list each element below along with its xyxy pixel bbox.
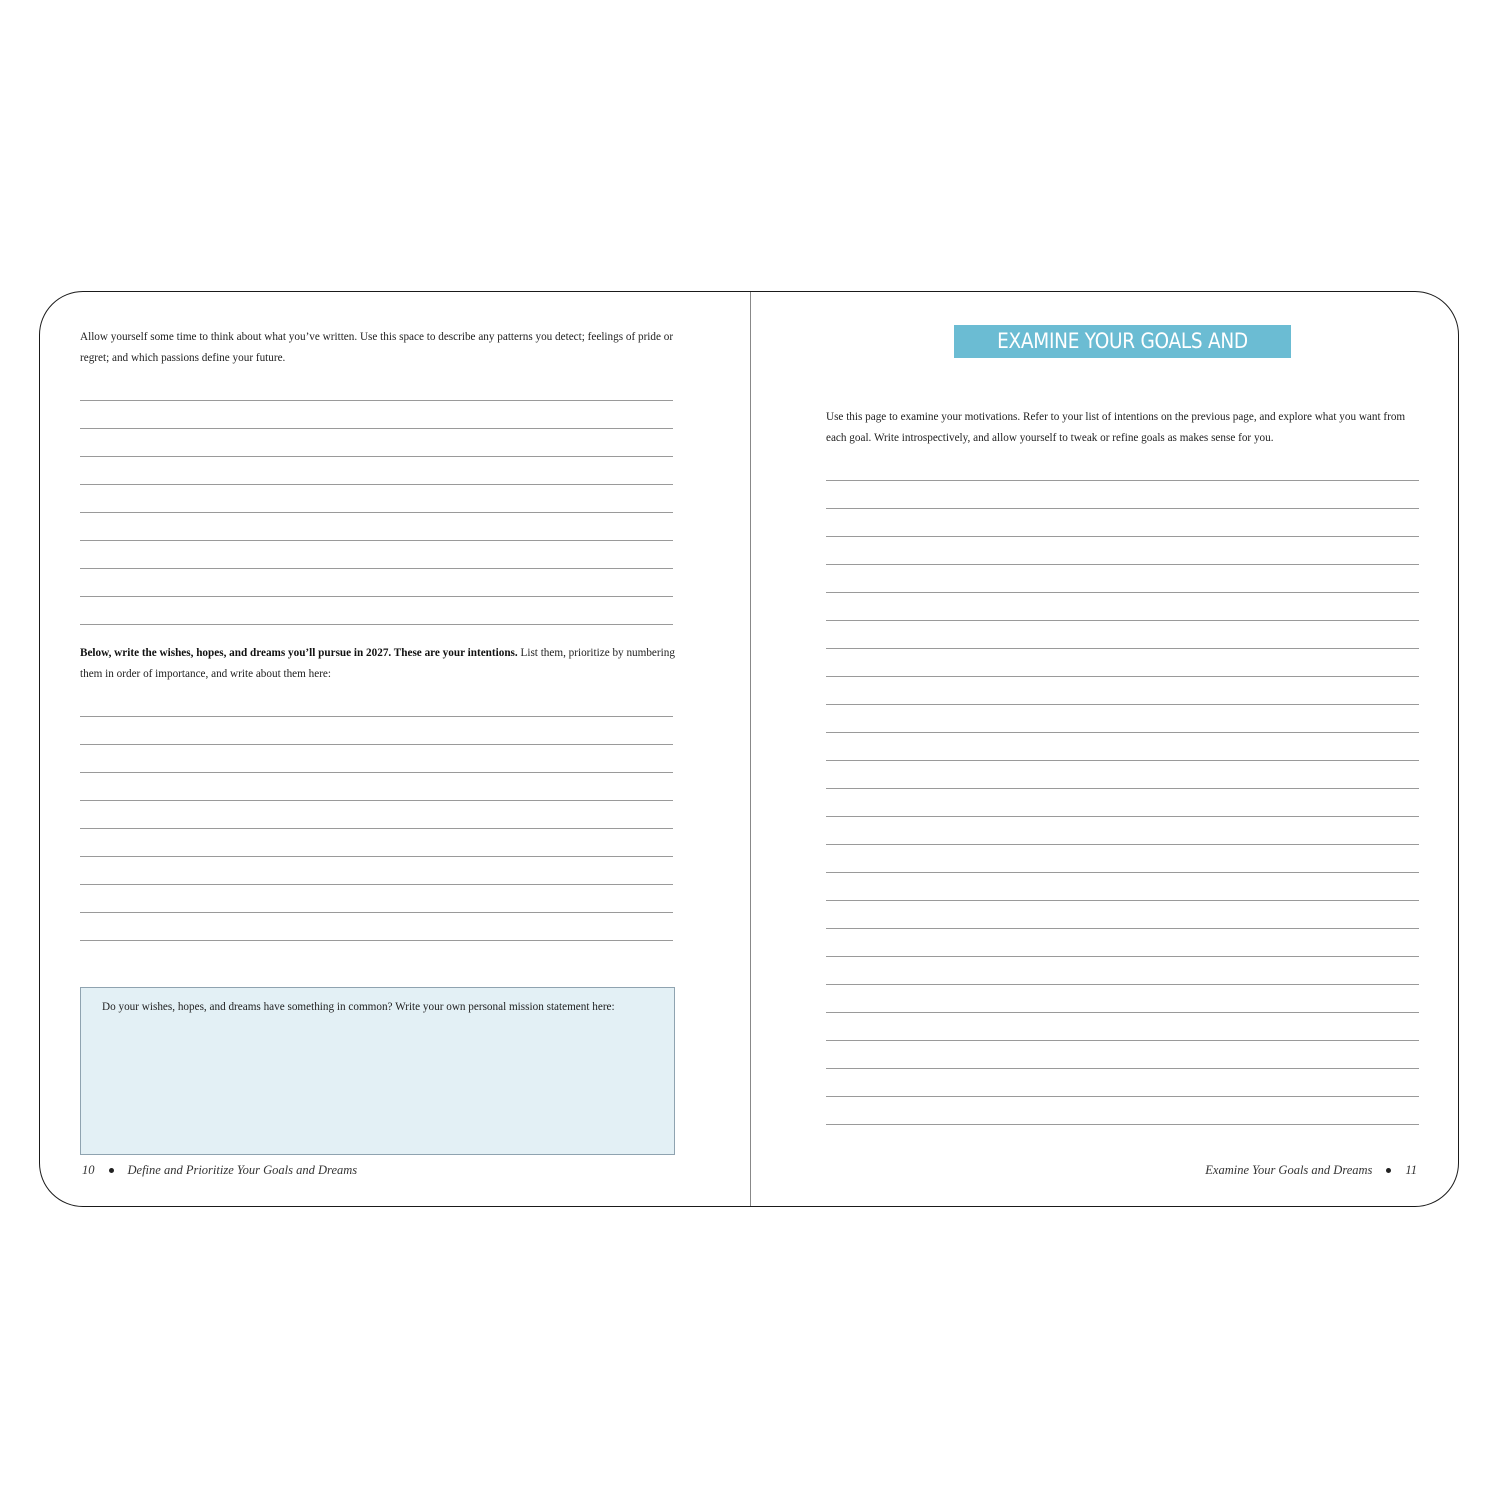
left-footer (82, 1163, 357, 1178)
writing-line (80, 596, 673, 597)
writing-line (826, 1012, 1419, 1013)
motivations-writing-lines[interactable] (826, 480, 1419, 1130)
right-footer (1205, 1163, 1417, 1178)
journal-spread (39, 291, 1459, 1207)
left-page (40, 292, 750, 1206)
page-number: 11 (1405, 1163, 1417, 1177)
patterns-writing-lines[interactable] (80, 400, 673, 630)
writing-line (80, 568, 673, 569)
writing-line (826, 1040, 1419, 1041)
writing-line (80, 884, 673, 885)
writing-line (826, 508, 1419, 509)
writing-line (826, 564, 1419, 565)
writing-line (80, 716, 673, 717)
writing-line (826, 676, 1419, 677)
right-page (751, 292, 1459, 1206)
writing-line (826, 984, 1419, 985)
intentions-writing-lines[interactable] (80, 716, 673, 946)
writing-line (80, 484, 673, 485)
writing-line (80, 540, 673, 541)
writing-line (80, 624, 673, 625)
footer-section-title: Define and Prioritize Your Goals and Dreams (127, 1163, 358, 1177)
writing-line (80, 400, 673, 401)
writing-line (80, 428, 673, 429)
writing-line (826, 956, 1419, 957)
writing-line (826, 648, 1419, 649)
writing-line (826, 900, 1419, 901)
page-title: EXAMINE YOUR GOALS AND DREAMS (974, 325, 1271, 358)
writing-line (826, 1096, 1419, 1097)
writing-line (826, 872, 1419, 873)
writing-line (826, 704, 1419, 705)
writing-line (826, 844, 1419, 845)
writing-line (80, 744, 673, 745)
writing-line (80, 912, 673, 913)
writing-line (826, 732, 1419, 733)
writing-line (80, 856, 673, 857)
writing-line (826, 536, 1419, 537)
intentions-prompt-rest: List them, prioritize by numbering them in order of importance, and write about them here: (80, 647, 675, 680)
page-number: 10 (82, 1163, 95, 1177)
patterns-prompt: Allow yourself some time to think about what you’ve written. Use this space to describe any patterns you detect; feelings of pride or regret; and which passions define your future. (80, 331, 674, 364)
bullet-separator (109, 1168, 114, 1173)
mission-prompt: Do your wishes, hopes, and dreams have something in common? Write your own personal mission statement here: (102, 1001, 615, 1013)
writing-line (80, 940, 673, 941)
writing-line (80, 828, 673, 829)
writing-line (80, 456, 673, 457)
writing-line (826, 788, 1419, 789)
writing-line (826, 620, 1419, 621)
writing-line (826, 1068, 1419, 1069)
writing-line (80, 800, 673, 801)
motivations-prompt: Use this page to examine your motivations. Refer to your list of intentions on the previous page, and explore what you want from each goal. Write introspectively, and allow yourself to tweak or refine goals as makes sense for you. (826, 411, 1406, 444)
intentions-prompt (80, 643, 680, 685)
footer-section-title: Examine Your Goals and Dreams (1205, 1163, 1373, 1177)
writing-line (826, 1124, 1419, 1125)
bullet-separator (1386, 1168, 1391, 1173)
writing-line (826, 928, 1419, 929)
mission-statement-box[interactable] (80, 987, 675, 1155)
writing-line (826, 480, 1419, 481)
writing-line (826, 816, 1419, 817)
writing-line (826, 592, 1419, 593)
writing-line (80, 512, 673, 513)
intentions-prompt-bold: Below, write the wishes, hopes, and dreams you’ll pursue in 2027. These are your intentions. (80, 647, 518, 659)
writing-line (80, 772, 673, 773)
writing-line (826, 760, 1419, 761)
